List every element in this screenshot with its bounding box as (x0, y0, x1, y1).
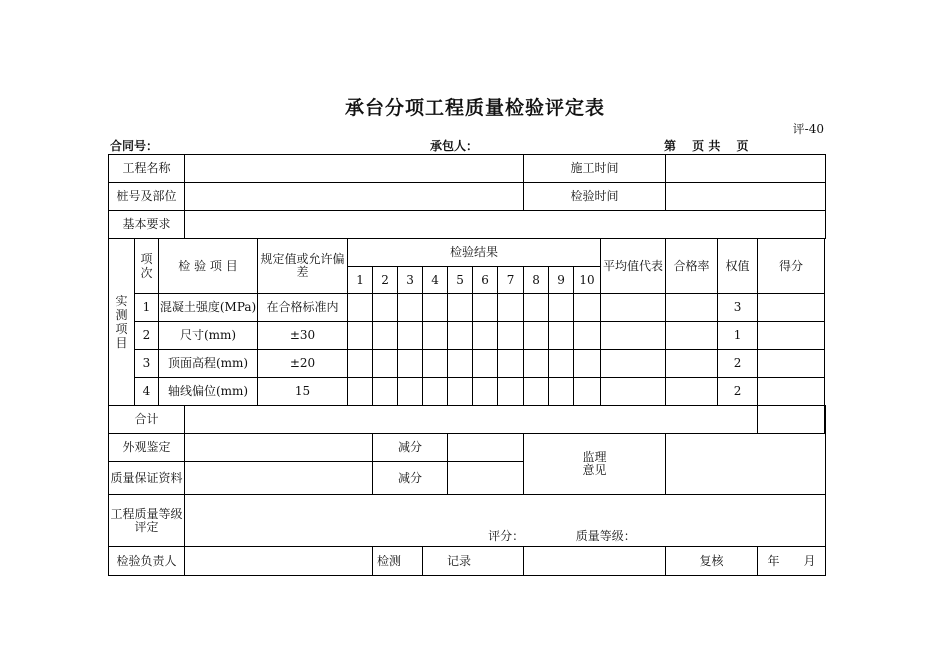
pile-location-value[interactable] (185, 183, 524, 211)
item-spec: ±30 (258, 322, 348, 350)
record-value[interactable] (524, 547, 666, 576)
inspection-results-header: 检验结果 (348, 239, 601, 267)
result-col-10: 10 (574, 267, 601, 294)
rating-label: 评分： (488, 529, 525, 543)
item-name: 轴线偏位(mm) (159, 378, 258, 406)
table-row (109, 350, 826, 378)
table-row (109, 294, 826, 322)
score-header: 得分 (758, 239, 825, 294)
appearance-value[interactable] (185, 434, 373, 462)
item-weight: 2 (718, 378, 758, 406)
item-weight: 2 (718, 350, 758, 378)
form-code: 评-40 (792, 122, 824, 136)
record-label: 记录 (423, 547, 524, 576)
inspector-value[interactable] (185, 547, 373, 576)
item-no: 1 (135, 294, 159, 322)
result-col-1: 1 (348, 267, 373, 294)
result-col-7: 7 (498, 267, 524, 294)
item-name: 尺寸(mm) (159, 322, 258, 350)
construction-time-value[interactable] (666, 155, 826, 183)
item-no-text: 项次 (140, 252, 153, 280)
quality-docs-deduct-value[interactable] (448, 462, 524, 495)
total-label: 合计 (109, 406, 185, 434)
project-name-label: 工程名称 (109, 155, 185, 183)
measured-items-label (109, 239, 135, 406)
supervisor-opinion-value[interactable] (666, 434, 826, 495)
result-col-4: 4 (423, 267, 448, 294)
result-col-3: 3 (398, 267, 423, 294)
contract-number-label: 合同号： (110, 139, 159, 153)
appearance-deduct-label: 减分 (373, 434, 448, 462)
date-label: 年 月 (758, 547, 826, 576)
quality-docs-text: 质量保证资料 (110, 470, 183, 485)
spec-value-header: 规定值或允许偏差 (258, 239, 348, 294)
page-title: 承台分项工程质量检验评定表 (344, 97, 605, 119)
total-weight[interactable] (758, 406, 825, 434)
grade-eval-label (109, 495, 185, 547)
item-name: 顶面高程(mm) (159, 350, 258, 378)
weight-header: 权值 (718, 239, 758, 294)
construction-time-label: 施工时间 (524, 155, 666, 183)
measured-items-text: 实测项目 (115, 294, 128, 350)
item-no: 4 (135, 378, 159, 406)
grade-eval-value[interactable] (185, 495, 826, 547)
result-col-2: 2 (373, 267, 398, 294)
project-name-value[interactable] (185, 155, 524, 183)
table-row (109, 322, 826, 350)
result-col-6: 6 (473, 267, 498, 294)
test-label: 检测 (373, 547, 423, 576)
pile-location-label: 桩号及部位 (109, 183, 185, 211)
item-weight: 3 (718, 294, 758, 322)
item-no-header (135, 239, 159, 294)
grade-eval-text: 工程质量等级评定 (110, 506, 183, 534)
item-no: 2 (135, 322, 159, 350)
quality-grade-label: 质量等级： (575, 529, 636, 543)
appearance-deduct-value[interactable] (448, 434, 524, 462)
item-no: 3 (135, 350, 159, 378)
table-row (109, 378, 826, 406)
total-score[interactable] (825, 406, 826, 434)
total-value[interactable] (185, 406, 758, 434)
inspector-label: 检验负责人 (109, 547, 185, 576)
supervisor-opinion-text: 监理意见 (582, 450, 607, 477)
basic-requirements-value[interactable] (185, 211, 826, 239)
inspection-item-header: 检 验 项 目 (159, 239, 258, 294)
item-name: 混凝土强度(MPa) (159, 294, 258, 322)
item-weight: 1 (718, 322, 758, 350)
appearance-label: 外观鉴定 (109, 434, 185, 462)
page-number-label: 第 页 共 页 (664, 139, 749, 153)
inspection-time-value[interactable] (666, 183, 826, 211)
item-spec: 15 (258, 378, 348, 406)
item-spec: 在合格标准内 (258, 294, 348, 322)
inspection-form-table (108, 154, 826, 576)
basic-requirements-label: 基本要求 (109, 211, 185, 239)
result-col-9: 9 (549, 267, 574, 294)
pass-rate-header: 合格率 (666, 239, 718, 294)
quality-docs-deduct-label: 减分 (373, 462, 448, 495)
contractor-label: 承包人： (430, 139, 479, 153)
result-col-5: 5 (448, 267, 473, 294)
inspection-time-label: 检验时间 (524, 183, 666, 211)
supervisor-opinion-label (524, 434, 666, 495)
quality-docs-label (109, 462, 185, 495)
quality-docs-value[interactable] (185, 462, 373, 495)
result-col-8: 8 (524, 267, 549, 294)
review-label: 复核 (666, 547, 758, 576)
average-header: 平均值代表 (601, 239, 666, 294)
item-spec: ±20 (258, 350, 348, 378)
